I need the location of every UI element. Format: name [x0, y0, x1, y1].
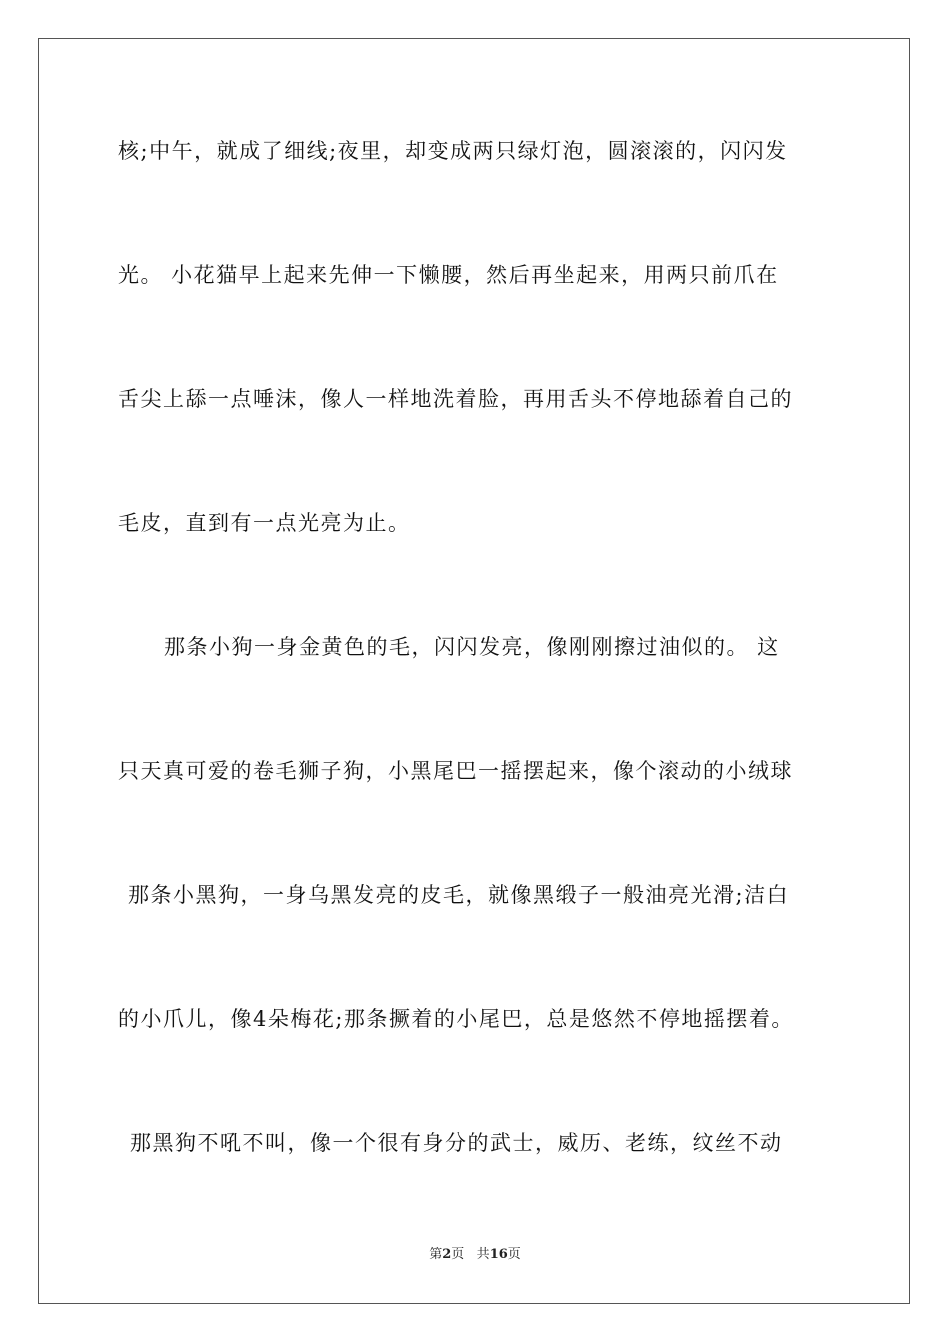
footer-page-suffix: 页 — [451, 1247, 465, 1262]
text-line-5: 那条小狗一身金黄色的毛，闪闪发亮，像刚刚擦过油似的。 这 — [164, 635, 780, 659]
text-line-1: 核;中午，就成了细线;夜里，却变成两只绿灯泡，圆滚滚的，闪闪发 — [118, 139, 788, 163]
text-line-2: 光。 小花猫早上起来先伸一下懒腰，然后再坐起来，用两只前爪在 — [118, 263, 779, 287]
text-line-8: 的小爪儿，像4朵梅花;那条撅着的小尾巴，总是悠然不停地摇摆着。 — [118, 1007, 794, 1031]
page-border — [38, 38, 910, 1304]
text-line-4: 毛皮，直到有一点光亮为止。 — [118, 511, 411, 535]
footer-page-number: 2 — [442, 1247, 452, 1262]
footer-page-prefix: 第 — [429, 1247, 443, 1262]
footer-total-suffix: 页 — [507, 1247, 521, 1262]
text-line-6: 只天真可爱的卷毛狮子狗，小黑尾巴一摇摆起来，像个滚动的小绒球 — [118, 759, 793, 783]
page-footer — [0, 1246, 950, 1264]
text-line-3: 舌尖上舔一点唾沫，像人一样地洗着脸，再用舌头不停地舔着自己的 — [118, 387, 793, 411]
text-line-9: 那黑狗不吼不叫，像一个很有身分的武士，威历、老练，纹丝不动 — [130, 1131, 783, 1155]
text-line-7: 那条小黑狗，一身乌黑发亮的皮毛，就像黑缎子一般油亮光滑;洁白 — [128, 883, 790, 907]
footer-total-pages: 16 — [489, 1247, 508, 1262]
footer-total-prefix: 共 — [476, 1247, 490, 1262]
